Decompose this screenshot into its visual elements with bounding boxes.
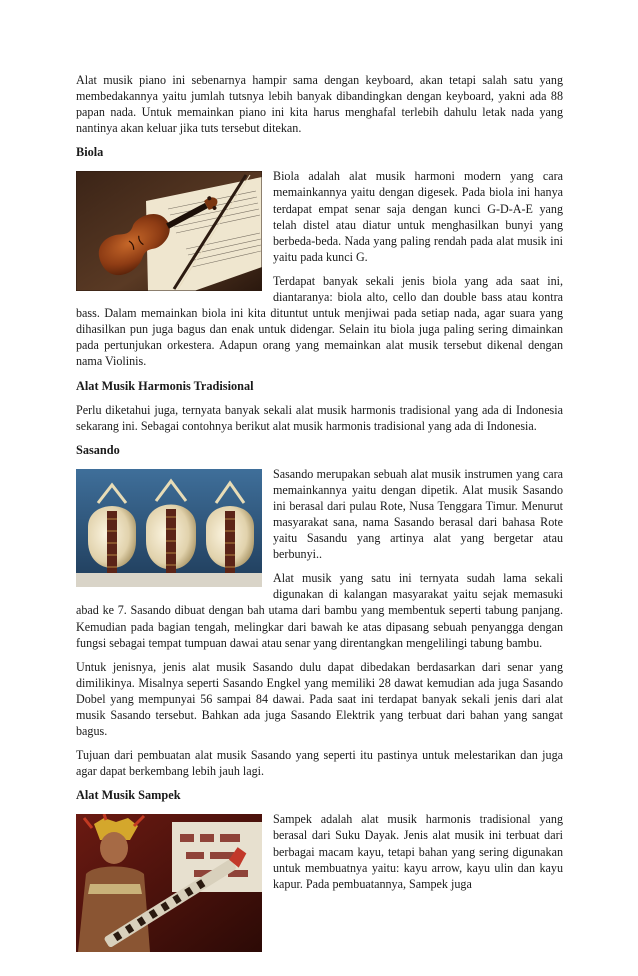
sasando-paragraph-3: Untuk jenisnya, jenis alat musik Sasando dulu dapat dibedakan berdasarkan dari senar yang dimilikinya. Misalnya seperti Sasando Engkel yang memiliki 28 dawat kemudian ada juga Sasando Dobel yang mempunyai 56 sampai 84 dawai. Pada saat ini terdapat banyak sekali jenis dari alat musik Sasando tersebut. Bahkan ada juga Sasando Elektrik yang terbuat dari bahan yang sangat bagus.	[76, 659, 563, 739]
sasando-photo	[76, 469, 262, 587]
sasando-paragraph-2: Alat musik yang satu ini ternyata sudah lama sekali digunakan di kalangan masyarakat yaitu sejak memasuki abad ke 7. Sasando dibuat dengan bah utama dari bambu yang membentuk seperti tabung panjang. Kemudian pada bagian tengah, melingkar dari bawah ke atas dipasang sebuah penyangga dengan fungsi sebagai tempat tumpuan dawai atau senar yang direntangkan mengelilingi tabung bambu.	[76, 571, 563, 650]
heading-sasando: Sasando	[76, 442, 120, 457]
sasando-paragraph-1: Sasando merupakan sebuah alat musik instrumen yang cara memainkannya yaitu dengan dipetik. Alat musik Sasando ini berasal dari pulau Rote, Nusa Tenggara Timur. Menurut masyarakat sana, nama Sasando berasal dari bahasa Rote yaitu Sasandu yang artinya alat yang bergetar atau berbunyi..	[273, 466, 563, 562]
violin-photo	[76, 171, 262, 291]
biola-paragraph-1: Biola adalah alat musik harmoni modern yang cara memainkannya yaitu dengan digesek. Pada biola ini hanya terdapat empat senar saja dengan kunci G-D-A-E yang telah distel atau diatur untuk menghasilkan bunyi yang berbeda-beda. Nada yang paling rendah pada alat musik ini yaitu pada kunci G.	[273, 169, 563, 264]
intro-paragraph: Alat musik piano ini sebenarnya hampir sama dengan keyboard, akan tetapi salah satu yang membedakannya yaitu jumlah tutsnya lebih banyak dibandingkan dengan keyboard, yakni ada 88 papan nada. Untuk memainkan piano ini kita harus menghafal terlebih dahulu letak nada yang nantinya akan keluar jika tuts tersebut ditekan.	[76, 73, 563, 136]
heading-alat-musik-sampek: Alat Musik Sampek	[76, 788, 181, 803]
heading-alat-musik-harmonis-tradisional: Alat Musik Harmonis Tradisional	[76, 378, 254, 393]
document-page	[76, 72, 563, 956]
tradisional-paragraph: Perlu diketahui juga, ternyata banyak sekali alat musik harmonis tradisional yang ada di Indonesia sekarang ini. Sebagai contohnya berikut alat musik harmonis tradisional yang ada di Indonesia.	[76, 402, 563, 433]
sasando-paragraph-4: Tujuan dari pembuatan alat musik Sasando yang seperti itu pastinya untuk melestarikan dan juga agar dapat berkembang lebih jauh lagi.	[76, 748, 563, 779]
biola-paragraph-2: Terdapat banyak sekali jenis biola yang ada saat ini, diantaranya: biola alto, cello dan double bass atau kontra bass. Dalam memainkan biola ini kita dituntut untuk menjiwai pada setiap nada, agar suara yang dihasilkan pun juga bagus dan enak untuk didengar. Selain itu biola juga paling sering dimainkan pada pertunjukan orkestera. Adapun orang yang memainkan alat musik tersebut dikenal dengan nama Violinis.	[76, 273, 563, 369]
sampek-photo	[76, 814, 262, 952]
heading-biola: Biola	[76, 145, 104, 160]
sampek-paragraph-1: Sampek adalah alat musik harmonis tradisional yang berasal dari Suku Dayak. Jenis alat musik ini terbuat dari berbagai macam kayu, tetapi bahan yang sering digunakan untuk membuatnya yaitu: kayu arrow, kayu ulin dan kayu kapur. Pada pembuatannya, Sampek juga	[273, 812, 563, 891]
